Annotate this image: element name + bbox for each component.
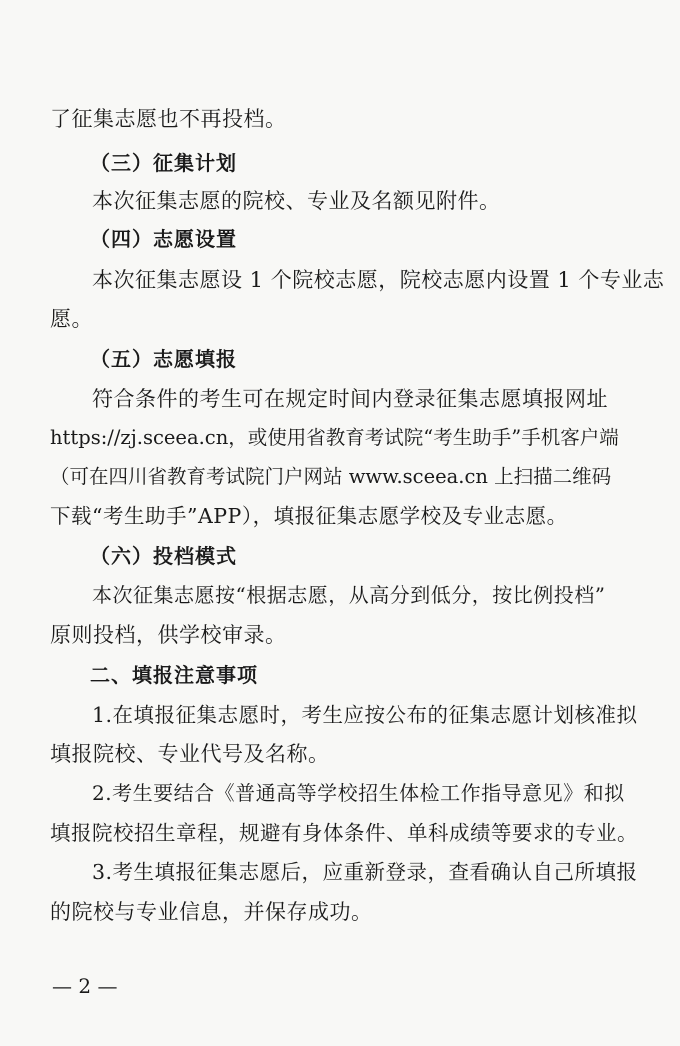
- body-text-line: 填报院校招生章程，规避有身体条件、单科成绩等要求的专业。: [50, 821, 638, 845]
- body-text-line: 的院校与专业信息，并保存成功。: [50, 900, 373, 924]
- body-text-line: （可在四川省教育考试院门户网站 www.sceea.cn 上扫描二维码: [50, 465, 612, 488]
- body-text-line: 愿。: [50, 307, 93, 331]
- body-text-line: 下载“考生助手”APP），填报征集志愿学校及专业志愿。: [50, 504, 568, 528]
- page-number: — 2 —: [52, 974, 118, 998]
- section-heading: （三）征集计划: [90, 151, 237, 175]
- body-text-line: 1.在填报征集志愿时，考生应按公布的征集志愿计划核准拟: [92, 703, 638, 727]
- section-heading: 二、填报注意事项: [90, 663, 258, 687]
- body-text-line: 2.考生要结合《普通高等学校招生体检工作指导意见》和拟: [92, 781, 625, 805]
- body-text-line: 本次征集志愿按“根据志愿，从高分到低分，按比例投档”: [92, 583, 606, 607]
- body-text-line: 本次征集志愿设 1 个院校志愿，院校志愿内设置 1 个专业志: [92, 268, 665, 292]
- section-heading: （四）志愿设置: [90, 227, 237, 251]
- body-text-line: https://zj.sceea.cn，或使用省教育考试院“考生助手”手机客户端: [50, 426, 619, 449]
- body-text-line: 填报院校、专业代号及名称。: [50, 742, 330, 766]
- body-text-line: 本次征集志愿的院校、专业及名额见附件。: [92, 189, 501, 213]
- body-text-line: 3.考生填报征集志愿后，应重新登录，查看确认自己所填报: [92, 860, 638, 884]
- body-text-line: 符合条件的考生可在规定时间内登录征集志愿填报网址: [92, 387, 608, 411]
- body-text-line: 了征集志愿也不再投档。: [50, 107, 287, 131]
- body-text-line: 原则投档，供学校审录。: [50, 623, 287, 647]
- section-heading: （五）志愿填报: [90, 347, 237, 371]
- section-heading: （六）投档模式: [90, 544, 237, 568]
